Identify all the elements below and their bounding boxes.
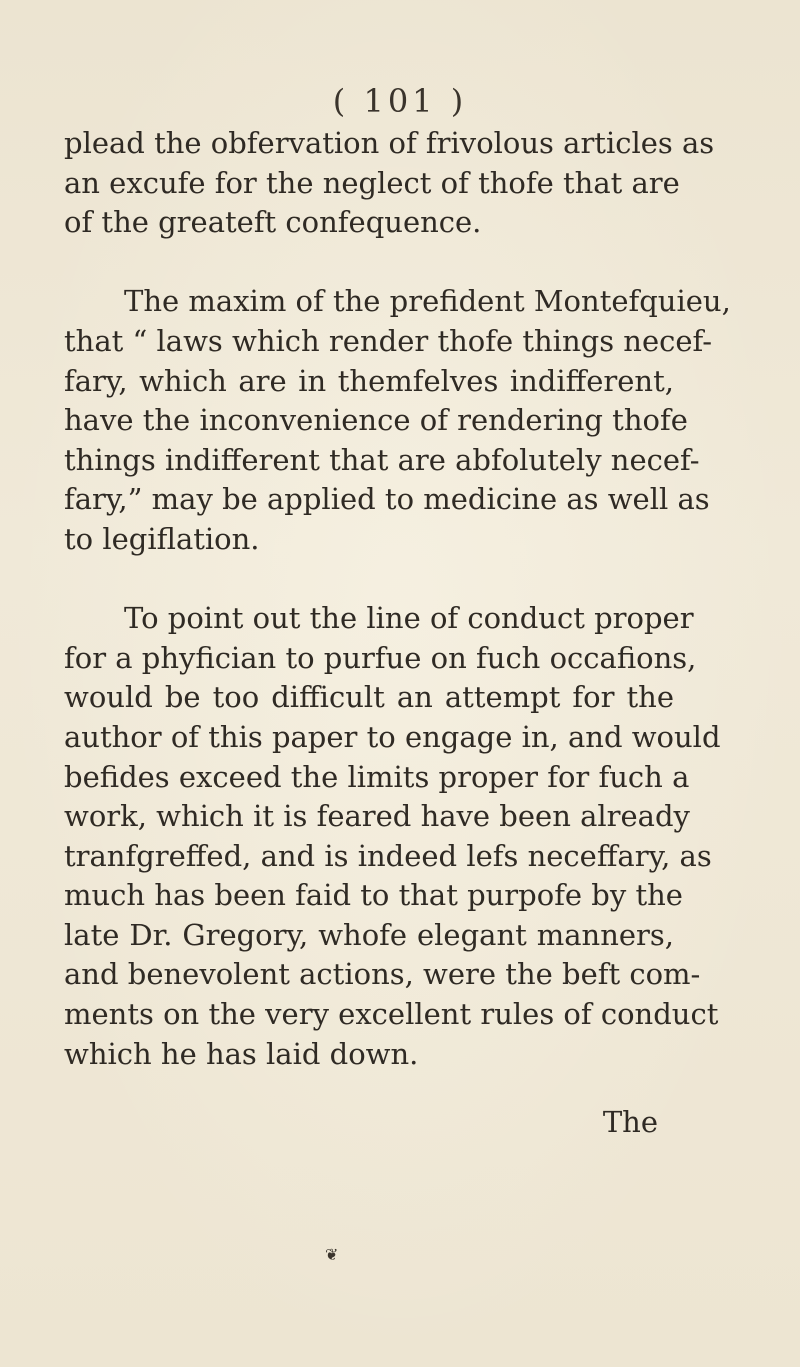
text-line: much has been faid to that purpofe by the — [64, 878, 683, 913]
body-text — [64, 124, 731, 1114]
text-line: fary,” may be applied to medicine as well as — [64, 482, 710, 517]
text-line: tranfgreffed, and is indeed lefs neceffary, as — [64, 838, 712, 873]
text-line: have the inconvenience of rendering thofe — [64, 403, 688, 438]
text-line: plead the obfervation of frivolous articles as — [64, 126, 715, 160]
paragraph-2 — [64, 282, 731, 559]
page-number: ( 101 ) — [332, 82, 468, 120]
text-line: author of this paper to engage in, and would — [64, 719, 721, 754]
text-line: would be too difficult an attempt for the — [64, 680, 674, 715]
printer-ornament-icon: ❦ — [325, 1245, 339, 1264]
text-line: The maxim of the prefident Montefquieu, — [124, 284, 731, 319]
text-line: that “ laws which render thofe things necef- — [64, 323, 713, 358]
text-line: things indifferent that are abfolutely necef- — [64, 442, 700, 477]
paragraph-3 — [64, 599, 721, 1074]
paragraph-1 — [64, 124, 715, 243]
text-line: fary, which are in themfelves indifferent, — [64, 363, 674, 398]
text-line: for a phyfician to purfue on fuch occafions, — [64, 640, 697, 675]
text-line: an excufe for the neglect of thofe that are — [64, 165, 680, 200]
text-line: befides exceed the limits proper for fuch a — [64, 759, 690, 794]
text-line: of the greateft confequence. — [64, 205, 482, 240]
text-line: which he has laid down. — [64, 1036, 419, 1071]
text-line: to legiflation. — [64, 521, 260, 556]
text-line: To point out the line of conduct proper — [124, 601, 694, 636]
text-line: late Dr. Gregory, whofe elegant manners, — [64, 917, 674, 952]
text-line: work, which it is feared have been already — [64, 799, 690, 834]
text-line: and benevolent actions, were the beft com- — [64, 957, 701, 992]
text-line: ments on the very excellent rules of conduct — [64, 997, 719, 1032]
catchword: The — [602, 1105, 658, 1139]
